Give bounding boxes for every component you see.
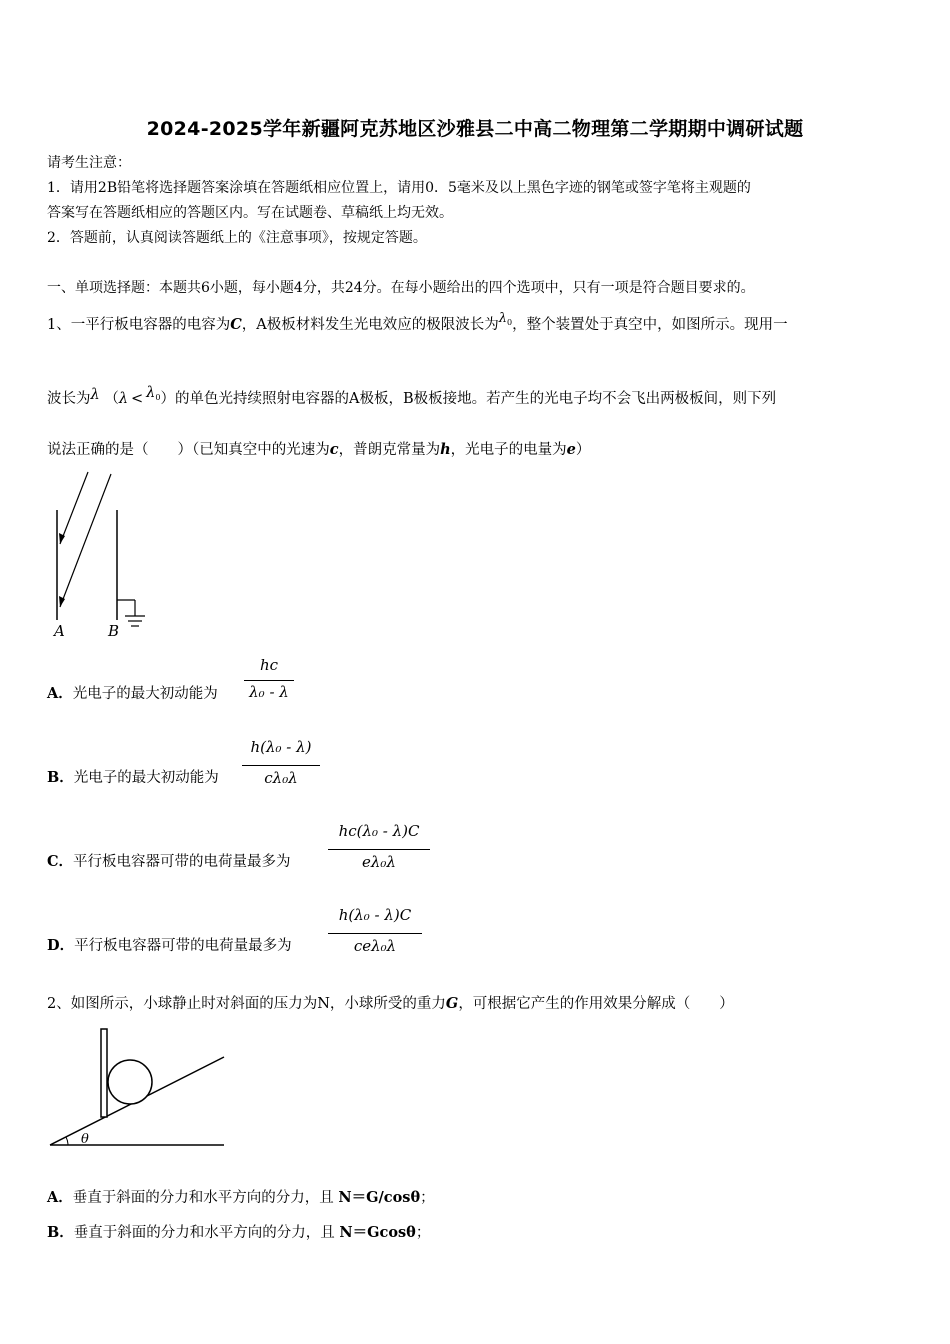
- label-b: B: [108, 622, 120, 640]
- notice-line-1: 1．请用2B铅笔将选择题答案涂填在答题纸相应位置上，请用0．5毫米及以上黑色字迹的钢笔或签字笔将主观题的: [47, 180, 751, 196]
- page-title: 2024-2025学年新疆阿克苏地区沙雅县二中高二物理第二学期期中调研试题: [146, 118, 804, 140]
- ball: [108, 1060, 152, 1104]
- formula-c: hc(λ₀ - λ)C eλ₀λ: [328, 822, 430, 876]
- notice-line-2: 答案写在答题纸相应的答题区内。写在试题卷、草稿纸上均无效。: [47, 205, 453, 221]
- formula-d: h(λ₀ - λ)C ceλ₀λ: [328, 906, 422, 960]
- q1-line-2: 波长为λ $(\lambda < \lambda_0)$的单色光持续照射电容器的A极板，B极板接地。若产生的光电子均不会飞出两极板间，则下列: [47, 385, 777, 407]
- incline-figure: [40, 1022, 235, 1152]
- light-ray-1: [60, 472, 88, 544]
- formula-a: hc λ₀ - λ: [244, 656, 294, 706]
- angle-theta-label: θ: [81, 1132, 89, 1147]
- notice-line-3: 2．答题前，认真阅读答题纸上的《注意事项》，按规定答题。: [47, 230, 427, 246]
- vertical-board: [101, 1029, 107, 1117]
- label-a: A: [54, 622, 65, 640]
- q1-line-1: 1、一平行板电容器的电容为C，A极板材料发生光电效应的极限波长为$\lambda_0$，整个装置处于真空中，如图所示。现用一: [47, 311, 788, 333]
- q1-option-d[interactable]: D．平行板电容器可带的电荷量最多为: [47, 937, 292, 954]
- q1-line-3: 说法正确的是（ ）（已知真空中的光速为c，普朗克常量为h，光电子的电量为e）: [47, 441, 591, 458]
- light-ray-2: [60, 474, 111, 607]
- q2-option-b[interactable]: B．垂直于斜面的分力和水平方向的分力，且 N＝Gcosθ；: [47, 1224, 431, 1241]
- q2-stem: 2、如图所示，小球静止时对斜面的压力为N，小球所受的重力G，可根据它产生的作用效果分解成（ ）: [47, 995, 734, 1012]
- notice-heading: 请考生注意：: [47, 155, 131, 171]
- capacitor-figure: [40, 470, 160, 645]
- section-heading: 一、单项选择题：本题共6小题，每小题4分，共24分。在每小题给出的四个选项中，只有一项是符合题目要求的。: [47, 280, 755, 296]
- q2-option-a[interactable]: A．垂直于斜面的分力和水平方向的分力，且 N＝G/cosθ；: [47, 1189, 435, 1206]
- q1-option-a[interactable]: A．光电子的最大初动能为: [47, 685, 218, 702]
- formula-b: h(λ₀ - λ) cλ₀λ: [242, 738, 320, 792]
- q1-option-c[interactable]: C．平行板电容器可带的电荷量最多为: [47, 853, 291, 870]
- q1-option-b[interactable]: B．光电子的最大初动能为: [47, 769, 219, 786]
